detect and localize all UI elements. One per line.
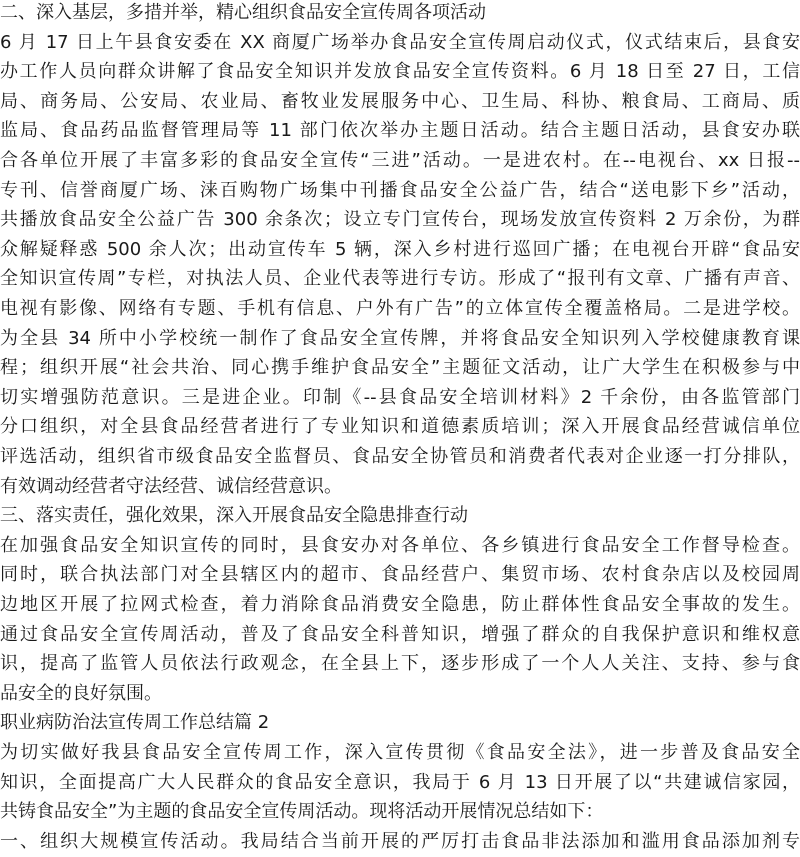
text-line: 品安全的良好氛围。 (0, 682, 162, 704)
text-line: 监局、食品药品监督管理局等 11 部门依次举办主题日活动。结合主题日活动，县食安办联 (0, 120, 800, 142)
text-line: 全知识宣传周”专栏，对执法人员、企业代表等进行专访。形成了“报刊有文章、广播有声音、 (0, 268, 800, 290)
text-line: 在加强食品安全知识宣传的同时，县食安办对各单位、各乡镇进行食品安全工作督导检查。 (0, 534, 800, 556)
text-line: 知识，全面提高广大人民群众的食品安全意识，我局于 6 月 13 日开展了以“共建诚信家园， (0, 771, 800, 793)
text-line: 为切实做好我县食品安全宣传周工作，深入宣传贯彻《食品安全法》，进一步普及食品安全 (0, 742, 800, 763)
text-line: 切实增强防范意识。三是进企业。印制《--县食品安全培训材料》2 千余份，由各监管部门 (0, 386, 800, 408)
text-line: 专刊、信誉商厦广场、涞百购物广场集中刊播食品安全公益广告，结合“送电影下乡”活动， (0, 179, 800, 201)
text-line: 同时，联合执法部门对全县辖区内的超市、食品经营户、集贸市场、农村食杂店以及校园周 (0, 564, 800, 586)
text-line: 通过食品安全宣传周活动，普及了食品安全科普知识，增强了群众的自我保护意识和维权意 (0, 623, 800, 645)
text-line: 电视有影像、网络有专题、手机有信息、户外有广告”的立体宣传全覆盖格局。二是进学校。 (0, 298, 800, 319)
text-line: 边地区开展了拉网式检查，着力消除食品消费安全隐患，防止群体性食品安全事故的发生。 (0, 594, 800, 615)
text-line: 二、深入基层，多措并举，精心组织食品安全宣传周各项活动 (0, 2, 486, 23)
text-line: 局、商务局、公安局、农业局、畜牧业发展服务中心、卫生局、科协、粮食局、工商局、质 (0, 90, 800, 112)
text-line: 办工作人员向群众讲解了食品安全知识并发放食品安全宣传资料。6 月 18 日至 27 日，工信 (0, 61, 800, 83)
text-line: 众解疑释惑 500 余人次；出动宣传车 5 辆，深入乡村进行巡回广播；在电视台开辟“食品安 (0, 238, 800, 260)
text-line: 程；组织开展“社会共治、同心携手维护食品安全”主题征文活动，让广大学生在积极参与中 (0, 357, 800, 379)
text-line: 分口组织，对全县食品经营者进行了专业知识和道德素质培训；深入开展食品经营诚信单位 (0, 416, 800, 438)
text-line: 共播放食品安全公益广告 300 余条次；设立专门宣传台，现场发放宣传资料 2 万余份，为群 (0, 209, 800, 231)
text-line: 评选活动，组织省市级食品安全监督员、食品安全协管员和消费者代表对企业逐一打分排队， (0, 446, 800, 467)
text-line: 一、组织大规模宣传活动。我局结合当前开展的严厉打击食品非法添加和滥用食品添加剂专 (0, 830, 800, 852)
text-line: 三、落实责任，强化效果，深入开展食品安全隐患排查行动 (0, 505, 468, 527)
text-line: 共铸食品安全”为主题的食品安全宣传周活动。现将活动开展情况总结如下： (0, 801, 604, 823)
text-line: 职业病防治法宣传周工作总结篇 2 (0, 712, 270, 734)
text-line: 合各单位开展了丰富多彩的食品安全宣传“三进”活动。一是进农村。在--电视台、xx 日报-- (0, 150, 800, 171)
text-line: 6 月 17 日上午县食安委在 XX 商厦广场举办食品安全宣传周启动仪式，仪式结束后，县食安 (0, 31, 800, 53)
text-line: 为全县 34 所中小学校统一制作了食品安全宣传牌，并将食品安全知识列入学校健康教育课 (0, 327, 800, 349)
text-line: 有效调动经营者守法经营、诚信经营意识。 (0, 475, 342, 497)
text-line: 识，提高了监管人员依法行政观念，在全县上下，逐步形成了一个人人关注、支持、参与食 (0, 653, 800, 675)
